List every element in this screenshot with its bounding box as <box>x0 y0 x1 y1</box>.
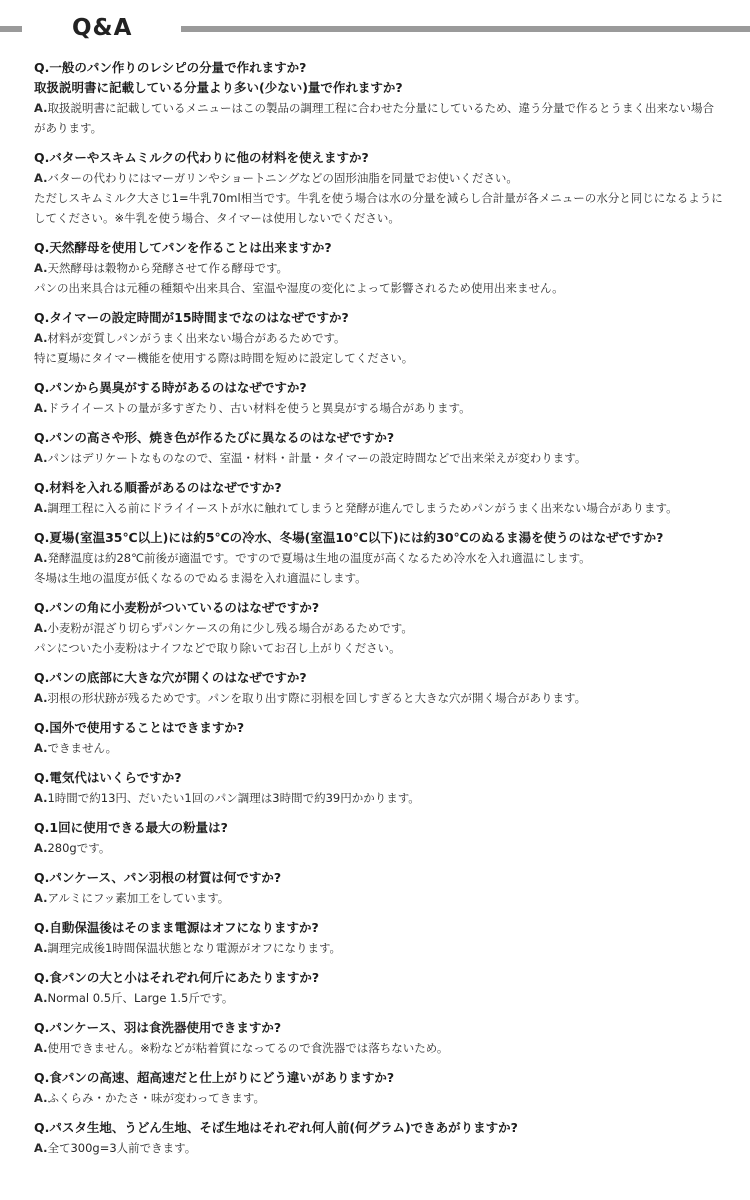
answer-text <box>34 1038 724 1058</box>
qa-item <box>34 428 724 468</box>
answer-text <box>34 888 724 908</box>
question-text: 取扱説明書に記載している分量より多い(少ない)量で作れますか? <box>34 80 403 95</box>
question-text: Q.パスタ生地、うどん生地、そば生地はそれぞれ何人前(何グラム)できあがりますか? <box>34 1120 518 1135</box>
answer-line: 羽根の形状跡が残るためです。パンを取り出す際に羽根を回しすぎると大きな穴が開く場合があります。 <box>47 691 587 705</box>
question-text: Q.1回に使用できる最大の粉量は? <box>34 820 228 835</box>
qa-item <box>34 868 724 908</box>
page-title: Q&A <box>72 15 133 41</box>
answer-line: できません。 <box>47 741 118 755</box>
answer-prefix: A. <box>34 841 48 855</box>
question-text: Q.パンケース、羽は食洗器使用できますか? <box>34 1020 282 1035</box>
question-text: Q.材料を入れる順番があるのはなぜですか? <box>34 480 282 495</box>
answer-text <box>34 498 724 518</box>
answer-text <box>34 278 724 298</box>
qa-item <box>34 58 724 138</box>
answer-text <box>34 988 724 1008</box>
answer-line: パンの出来具合は元種の種類や出来具合、室温や湿度の変化によって影響されるため使用出来ません。 <box>34 281 564 295</box>
answer-text <box>34 188 724 228</box>
answer-text <box>34 838 724 858</box>
answer-text <box>34 548 724 568</box>
answer-text <box>34 938 724 958</box>
answer-line: Normal 0.5斤、Large 1.5斤です。 <box>47 991 234 1005</box>
answer-line: 小麦粉が混ざり切らずパンケースの角に少し残る場合があるためです。 <box>47 621 413 635</box>
question-text: Q.夏場(室温35℃以上)には約5℃の冷水、冬場(室温10℃以下)には約30℃のぬるま湯を使うのはなぜですか? <box>34 530 664 545</box>
answer-text <box>34 688 724 708</box>
qa-header <box>0 0 750 58</box>
header-bar-left <box>0 26 22 32</box>
qa-item <box>34 718 724 758</box>
question-text: Q.タイマーの設定時間が15時間までなのはなぜですか? <box>34 310 349 325</box>
question-text: Q.電気代はいくらですか? <box>34 770 182 785</box>
answer-prefix: A. <box>34 1141 48 1155</box>
answer-line: ふくらみ・かたさ・味が変わってきます。 <box>47 1091 265 1105</box>
answer-prefix: A. <box>34 741 48 755</box>
answer-prefix: A. <box>34 891 48 905</box>
answer-line: パンについた小麦粉はナイフなどで取り除いてお召し上がりください。 <box>34 641 401 655</box>
answer-prefix: A. <box>34 171 48 185</box>
answer-line: アルミにフッ素加工をしています。 <box>47 891 230 905</box>
answer-text <box>34 168 724 188</box>
answer-text <box>34 348 724 368</box>
answer-prefix: A. <box>34 991 48 1005</box>
qa-item <box>34 598 724 658</box>
qa-item <box>34 1018 724 1058</box>
answer-line: 調理完成後1時間保温状態となり電源がオフになります。 <box>47 941 342 955</box>
answer-prefix: A. <box>34 1041 48 1055</box>
qa-item <box>34 818 724 858</box>
qa-item <box>34 478 724 518</box>
answer-text <box>34 738 724 758</box>
question-text: Q.食パンの高速、超高速だと仕上がりにどう違いがありますか? <box>34 1070 395 1085</box>
header-bar-right <box>181 26 750 32</box>
answer-prefix: A. <box>34 691 48 705</box>
qa-list <box>34 58 724 1168</box>
qa-item <box>34 668 724 708</box>
question-text: Q.国外で使用することはできますか? <box>34 720 245 735</box>
qa-item <box>34 528 724 588</box>
answer-text <box>34 448 724 468</box>
answer-text <box>34 788 724 808</box>
question-text: Q.一般のパン作りのレシピの分量で作れますか? <box>34 60 307 75</box>
question-text: Q.食パンの大と小はそれぞれ何斤にあたりますか? <box>34 970 320 985</box>
question-text: Q.バターやスキムミルクの代わりに他の材料を使えますか? <box>34 150 369 165</box>
answer-line: バターの代わりにはマーガリンやショートニングなどの固形油脂を同量でお使いください。 <box>47 171 518 185</box>
question-text: Q.パンケース、パン羽根の材質は何ですか? <box>34 870 282 885</box>
answer-line: 全て300g=3人前できます。 <box>47 1141 197 1155</box>
answer-line: ドライイーストの量が多すぎたり、古い材料を使うと異臭がする場合があります。 <box>47 401 471 415</box>
question-text: Q.パンの底部に大きな穴が開くのはなぜですか? <box>34 670 307 685</box>
answer-prefix: A. <box>34 101 48 115</box>
answer-prefix: A. <box>34 1091 48 1105</box>
question-text: Q.パンの角に小麦粉がついているのはなぜですか? <box>34 600 320 615</box>
answer-line: 材料が変質しパンがうまく出来ない場合があるためです。 <box>47 331 346 345</box>
question-text: Q.自動保温後はそのまま電源はオフになりますか? <box>34 920 319 935</box>
answer-prefix: A. <box>34 261 48 275</box>
answer-prefix: A. <box>34 791 48 805</box>
answer-text <box>34 398 724 418</box>
answer-line: 発酵温度は約28℃前後が適温です。ですので夏場は生地の温度が高くなるため冷水を入れ適温にします。 <box>47 551 591 565</box>
answer-text <box>34 1088 724 1108</box>
answer-prefix: A. <box>34 401 48 415</box>
answer-line: 1時間で約13円、だいたい1回のパン調理は3時間で約39円かかります。 <box>47 791 420 805</box>
question-text: Q.パンから異臭がする時があるのはなぜですか? <box>34 380 307 395</box>
answer-line: ただしスキムミルク大さじ1=牛乳70ml相当です。牛乳を使う場合は水の分量を減らし合計量が各メニューの水分と同じになるようにしてください。※牛乳を使う場合、タイマーは使用しないでください。 <box>34 191 723 225</box>
question-text: Q.天然酵母を使用してパンを作ることは出来ますか? <box>34 240 332 255</box>
qa-item <box>34 918 724 958</box>
qa-item <box>34 1068 724 1108</box>
answer-line: 調理工程に入る前にドライイーストが水に触れてしまうと発酵が進んでしまうためパンがうまく出来ない場合があります。 <box>47 501 678 515</box>
answer-line: パンはデリケートなものなので、室温・材料・計量・タイマーの設定時間などで出来栄えが変わります。 <box>47 451 587 465</box>
answer-line: 取扱説明書に記載しているメニューはこの製品の調理工程に合わせた分量にしているため、違う分量で作るとうまく出来ない場合があります。 <box>34 101 715 135</box>
qa-item <box>34 238 724 298</box>
answer-line: 特に夏場にタイマー機能を使用する際は時間を短めに設定してください。 <box>34 351 414 365</box>
answer-line: 使用できません。※粉などが粘着質になってるので食洗器では落ちないため。 <box>47 1041 449 1055</box>
qa-item <box>34 148 724 228</box>
qa-item <box>34 968 724 1008</box>
answer-line: 280gです。 <box>47 841 111 855</box>
answer-text <box>34 638 724 658</box>
qa-item <box>34 308 724 368</box>
answer-line: 冬場は生地の温度が低くなるのでぬるま湯を入れ適温にします。 <box>34 571 367 585</box>
answer-text <box>34 1138 724 1158</box>
answer-text <box>34 618 724 638</box>
answer-prefix: A. <box>34 331 48 345</box>
answer-prefix: A. <box>34 621 48 635</box>
answer-text <box>34 258 724 278</box>
answer-prefix: A. <box>34 501 48 515</box>
question-text: Q.パンの高さや形、焼き色が作るたびに異なるのはなぜですか? <box>34 430 395 445</box>
qa-item <box>34 1118 724 1158</box>
answer-text <box>34 328 724 348</box>
qa-item <box>34 768 724 808</box>
answer-text <box>34 98 724 138</box>
qa-item <box>34 378 724 418</box>
answer-prefix: A. <box>34 551 48 565</box>
answer-line: 天然酵母は穀物から発酵させて作る酵母です。 <box>47 261 289 275</box>
answer-text <box>34 568 724 588</box>
answer-prefix: A. <box>34 451 48 465</box>
answer-prefix: A. <box>34 941 48 955</box>
